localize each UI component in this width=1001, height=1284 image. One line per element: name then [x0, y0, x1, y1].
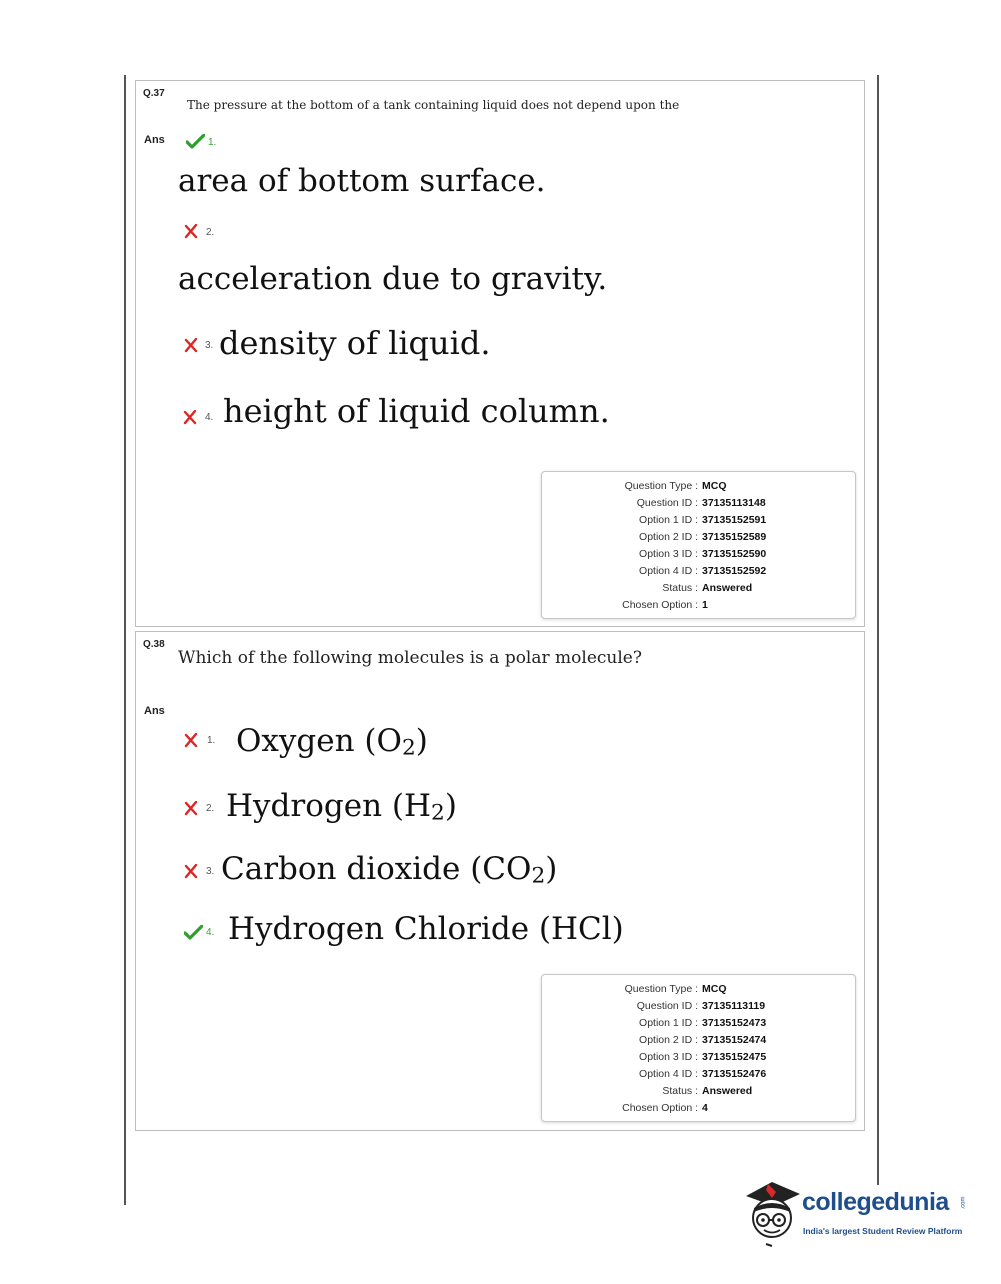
info-question-type: Question Type : MCQ — [624, 983, 727, 995]
info-option3-id: Option 3 ID : 37135152590 — [639, 548, 767, 560]
info-chosen-option: Chosen Option : 4 — [622, 1102, 708, 1114]
answer-label: Ans — [144, 705, 165, 717]
info-option4-id: Option 4 ID : 37135152592 — [639, 565, 767, 577]
page-border-right — [877, 75, 879, 1185]
info-chosen-option: Chosen Option : 1 — [622, 599, 708, 611]
info-option3-id: Option 3 ID : 37135152475 — [639, 1051, 767, 1063]
option-text: height of liquid column. — [223, 392, 610, 430]
option-text: density of liquid. — [219, 324, 491, 362]
question-block-38 — [135, 631, 865, 1131]
info-option4-id: Option 4 ID : 37135152476 — [639, 1068, 767, 1080]
option-text: acceleration due to gravity. — [178, 261, 608, 297]
info-question-type: Question Type : MCQ — [624, 480, 727, 492]
cross-icon — [183, 410, 197, 425]
cross-icon — [184, 338, 198, 353]
option-number: 1. — [208, 137, 217, 148]
answer-label: Ans — [144, 134, 165, 146]
check-icon — [186, 134, 205, 149]
cross-icon — [184, 801, 198, 816]
option-number: 3. — [206, 866, 215, 877]
check-icon — [184, 925, 203, 940]
brand-domain: .com — [960, 1196, 967, 1210]
option-number: 3. — [205, 340, 214, 351]
question-info-panel — [541, 974, 856, 1122]
question-number: Q.38 — [143, 639, 165, 650]
option-number: 4. — [206, 927, 215, 938]
option-text: Oxygen (O2) — [236, 723, 428, 761]
mascot-icon — [742, 1178, 802, 1253]
collegedunia-logo[interactable] — [742, 1178, 972, 1248]
question-block-37 — [135, 80, 865, 627]
info-question-id: Question ID : 37135113148 — [636, 497, 766, 509]
option-text: Hydrogen (H2) — [226, 788, 457, 826]
option-text: Hydrogen Chloride (HCl) — [228, 911, 624, 947]
question-number: Q.37 — [143, 88, 165, 99]
cross-icon — [184, 224, 198, 239]
info-status: Status : Answered — [662, 1085, 753, 1097]
info-status: Status : Answered — [662, 582, 753, 594]
cross-icon — [184, 864, 198, 879]
option-text: area of bottom surface. — [178, 163, 546, 199]
option-number: 1. — [207, 735, 216, 746]
option-number: 2. — [206, 227, 215, 238]
page-border-left — [124, 75, 126, 1205]
brand-tagline: India's largest Student Review Platform — [803, 1226, 963, 1236]
info-question-id: Question ID : 37135113119 — [636, 1000, 766, 1012]
option-number: 2. — [206, 803, 215, 814]
option-text: Carbon dioxide (CO2) — [221, 851, 558, 889]
info-option1-id: Option 1 ID : 37135152473 — [639, 1017, 767, 1029]
info-option2-id: Option 2 ID : 37135152589 — [639, 531, 767, 543]
question-info-panel — [541, 471, 856, 619]
info-option2-id: Option 2 ID : 37135152474 — [639, 1034, 767, 1046]
option-number: 4. — [205, 412, 214, 423]
info-option1-id: Option 1 ID : 37135152591 — [639, 514, 767, 526]
brand-name: collegedunia — [802, 1188, 949, 1216]
question-text: Which of the following molecules is a polar molecule? — [178, 648, 642, 668]
question-text: The pressure at the bottom of a tank containing liquid does not depend upon the — [187, 98, 680, 112]
cross-icon — [184, 733, 198, 748]
